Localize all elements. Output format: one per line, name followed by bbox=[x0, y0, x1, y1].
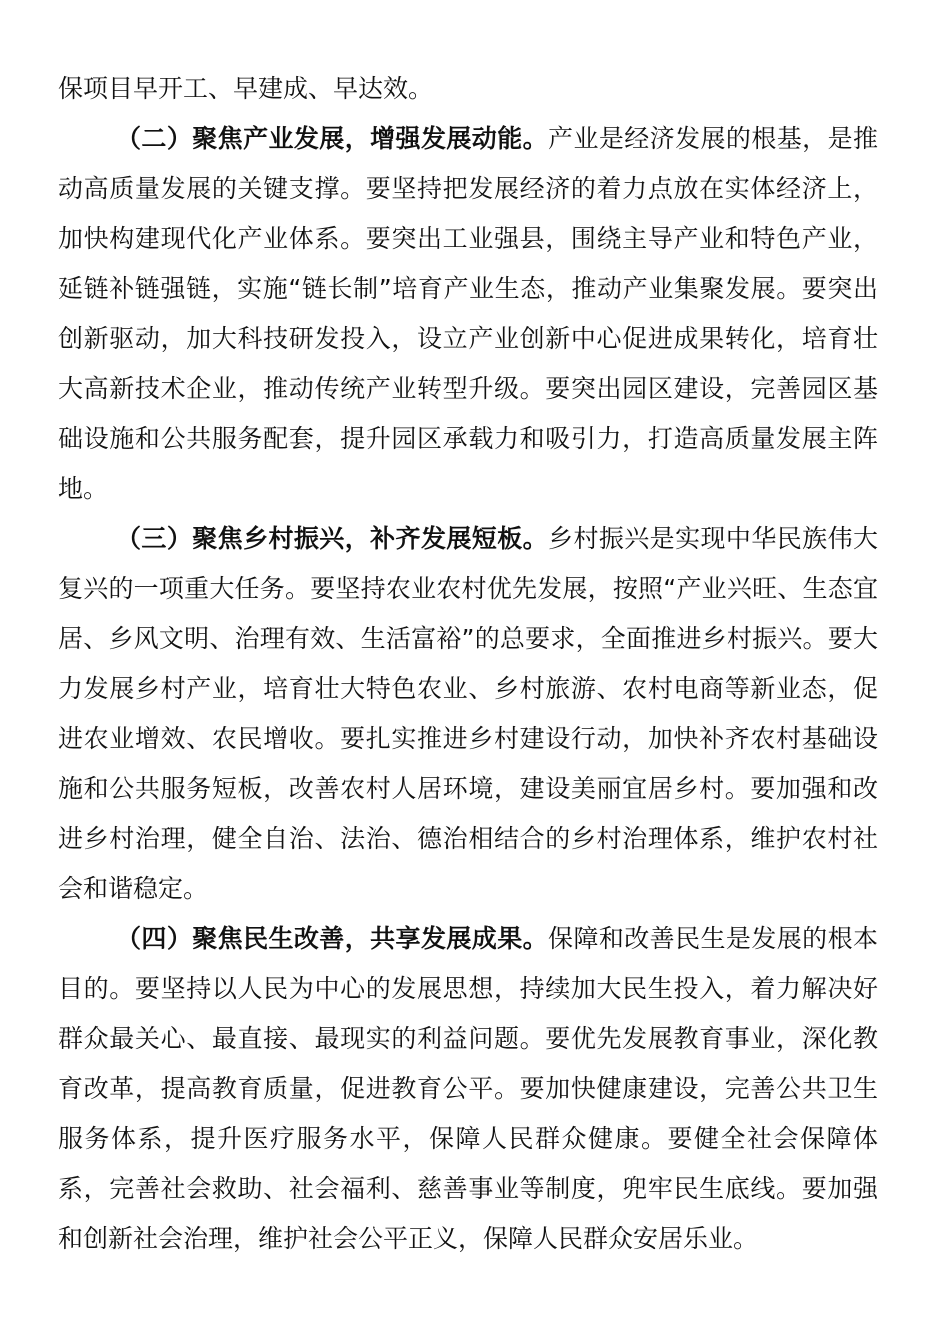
paragraph-text: 保项目早开工、早建成、早达效。 bbox=[58, 74, 434, 103]
paragraph-industry bbox=[58, 114, 878, 514]
paragraph-text: 产业是经济发展的根基，是推动高质量发展的关键支撑。要坚持把发展经济的着力点放在实体经济上，加快构建现代化产业体系。要突出工业强县，围绕主导产业和特色产业，延链补链强链，实施“链长制”培育产业生态，推动产业集聚发展。要突出创新驱动，加大科技研发投入，设立产业创新中心促进成果转化，培育壮大高新技术企业，推动传统产业转型升级。要突出园区建设，完善园区基础设施和公共服务配套，提升园区承载力和吸引力，打造高质量发展主阵地。 bbox=[58, 124, 878, 503]
section-heading-3: （三）聚焦乡村振兴，补齐发展短板。 bbox=[116, 524, 549, 553]
paragraph-text: 乡村振兴是实现中华民族伟大复兴的一项重大任务。要坚持农业农村优先发展，按照“产业兴旺、生态宜居、乡风文明、治理有效、生活富裕”的总要求，全面推进乡村振兴。要大力发展乡村产业，培育壮大特色农业、乡村旅游、农村电商等新业态，促进农业增效、农民增收。要扎实推进乡村建设行动，加快补齐农村基础设施和公共服务短板，改善农村人居环境，建设美丽宜居乡村。要加强和改进乡村治理，健全自治、法治、德治相结合的乡村治理体系，维护农村社会和谐稳定。 bbox=[58, 524, 878, 903]
paragraph-livelihood bbox=[58, 914, 878, 1264]
section-heading-4: （四）聚焦民生改善，共享发展成果。 bbox=[116, 924, 549, 953]
paragraph-rural bbox=[58, 514, 878, 914]
paragraph-text: 保障和改善民生是发展的根本目的。要坚持以人民为中心的发展思想，持续加大民生投入，着力解决好群众最关心、最直接、最现实的利益问题。要优先发展教育事业，深化教育改革，提高教育质量，促进教育公平。要加快健康建设，完善公共卫生服务体系，提升医疗服务水平，保障人民群众健康。要健全社会保障体系，完善社会救助、社会福利、慈善事业等制度，兜牢民生底线。要加强和创新社会治理，维护社会公平正义，保障人民群众安居乐业。 bbox=[58, 924, 878, 1253]
document-page bbox=[58, 64, 878, 1264]
paragraph-continuation bbox=[58, 64, 878, 114]
section-heading-2: （二）聚焦产业发展，增强发展动能。 bbox=[116, 124, 549, 153]
